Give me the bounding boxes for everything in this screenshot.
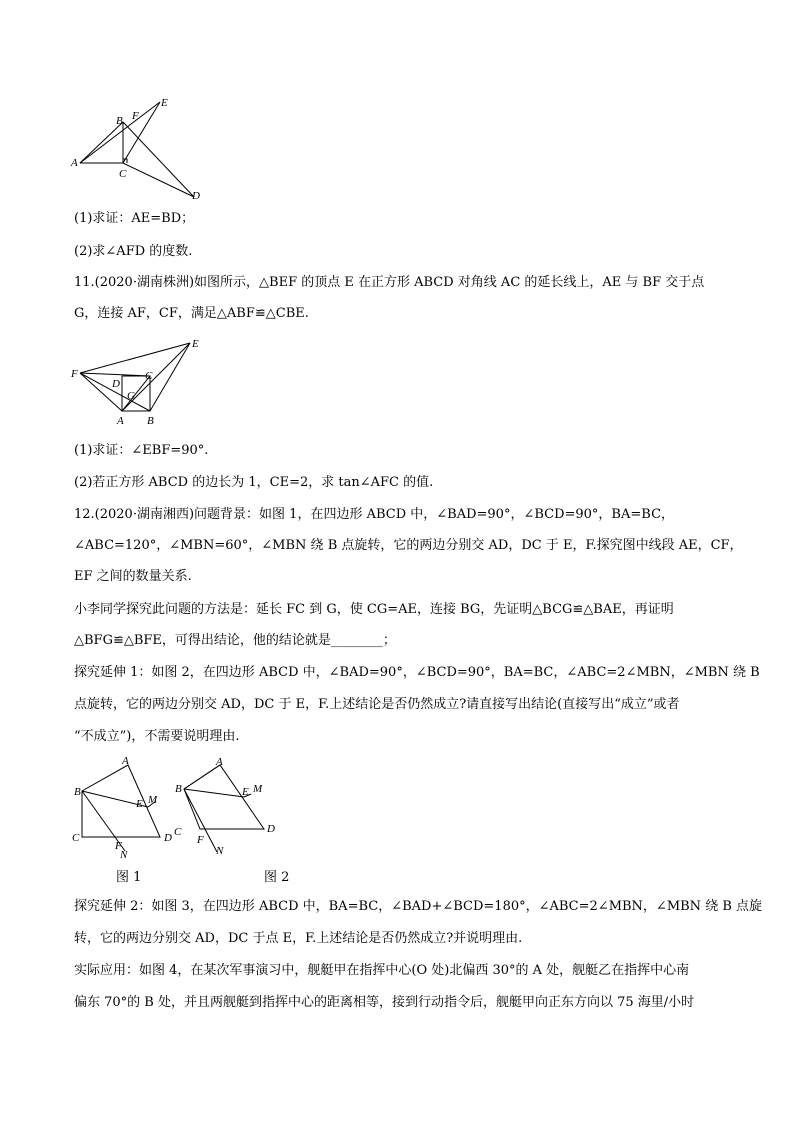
- q12-app-line2: 偏东 70°的 B 处，并且两舰艇到指挥中心的距离相等，接到行动指令后，舰艇甲向正东方向以 75 海里/小时: [74, 995, 695, 1010]
- q12-app-line1: 实际应用：如图 4，在某次军事演习中，舰艇甲在指挥中心(O 处)北偏西 30°的 A 处，舰艇乙在指挥中心南: [74, 963, 690, 978]
- q12-line3: EF 之间的数量关系.: [74, 569, 192, 584]
- label-F: F: [115, 840, 122, 852]
- label-C: C: [174, 826, 182, 838]
- label-B: B: [116, 115, 123, 127]
- q11-part2: (2)若正方形 ABCD 的边长为 1，CE=2，求 tan∠AFC 的值.: [74, 475, 434, 490]
- figure-q11: [65, 335, 210, 430]
- label-M: M: [253, 783, 263, 795]
- label-B: B: [74, 786, 81, 798]
- figure-2-caption: 图 2: [264, 870, 290, 885]
- label-G: G: [127, 390, 135, 402]
- label-C: C: [119, 168, 127, 180]
- label-F: F: [197, 834, 204, 846]
- q10-part2: (2)求∠AFD 的度数.: [74, 244, 193, 259]
- label-A: A: [216, 756, 223, 768]
- figure-2: [172, 757, 282, 857]
- label-C: C: [72, 832, 80, 844]
- label-E: E: [192, 338, 199, 350]
- figure-q10: [70, 95, 210, 205]
- label-F: F: [132, 110, 139, 122]
- label-C: C: [145, 370, 153, 382]
- label-D: D: [112, 378, 120, 390]
- figure-1: [70, 755, 185, 860]
- label-E: E: [136, 798, 143, 810]
- q11-line1: 11.(2020·湖南株洲)如图所示，△BEF 的顶点 E 在正方形 ABCD 对角线 AC 的延长线上，AE 与 BF 交于点: [74, 275, 705, 290]
- label-D: D: [164, 832, 172, 844]
- q12-ext1-line3: “不成立”)，不需要说明理由.: [74, 729, 240, 744]
- q12-line5: △BFG≌△BFE，可得出结论，他的结论就是________；: [74, 633, 396, 648]
- label-F: F: [71, 368, 78, 380]
- label-D: D: [267, 823, 275, 835]
- label-A: A: [122, 755, 129, 767]
- q12-line1: 12.(2020·湖南湘西)问题背景：如图 1，在四边形 ABCD 中，∠BAD=90°，∠BCD=90°，BA=BC，: [74, 507, 675, 522]
- label-E: E: [242, 786, 249, 798]
- q10-part1: (1)求证：AE=BD；: [74, 211, 195, 226]
- label-A: A: [71, 157, 78, 169]
- label-N: N: [120, 849, 128, 861]
- q12-line2: ∠ABC=120°，∠MBN=60°，∠MBN 绕 B 点旋转，它的两边分别交 AD，DC 于 E，F.探究图中线段 AE，CF，: [74, 538, 743, 553]
- label-A: A: [117, 415, 124, 427]
- label-D: D: [192, 190, 200, 202]
- q12-ext1-line1: 探究延伸 1：如图 2，在四边形 ABCD 中，∠BAD=90°，∠BCD=90°，BA=BC，∠ABC=2∠MBN，∠MBN 绕 B: [74, 665, 760, 680]
- q11-part1: (1)求证：∠EBF=90°.: [74, 443, 209, 458]
- figure-1-caption: 图 1: [116, 870, 142, 885]
- q12-line4: 小李同学探究此问题的方法是：延长 FC 到 G，使 CG=AE，连接 BG，先证明△BCG≌△BAE，再证明: [74, 602, 674, 617]
- label-M: M: [148, 794, 158, 806]
- label-E: E: [161, 97, 168, 109]
- q12-ext1-line2: 点旋转，它的两边分别交 AD，DC 于 E，F.上述结论是否仍然成立?请直接写出结论(直接写出“成立”或者: [74, 697, 680, 712]
- label-B: B: [147, 415, 154, 427]
- q11-line2: G，连接 AF，CF，满足△ABF≌△CBE.: [74, 306, 309, 321]
- label-B: B: [175, 783, 182, 795]
- q12-ext2-line1: 探究延伸 2：如图 3，在四边形 ABCD 中，BA=BC，∠BAD+∠BCD=180°，∠ABC=2∠MBN，∠MBN 绕 B 点旋: [74, 899, 763, 914]
- label-N: N: [216, 845, 224, 857]
- q12-ext2-line2: 转，它的两边分别交 AD，DC 于点 E，F.上述结论是否仍然成立?并说明理由.: [74, 931, 523, 946]
